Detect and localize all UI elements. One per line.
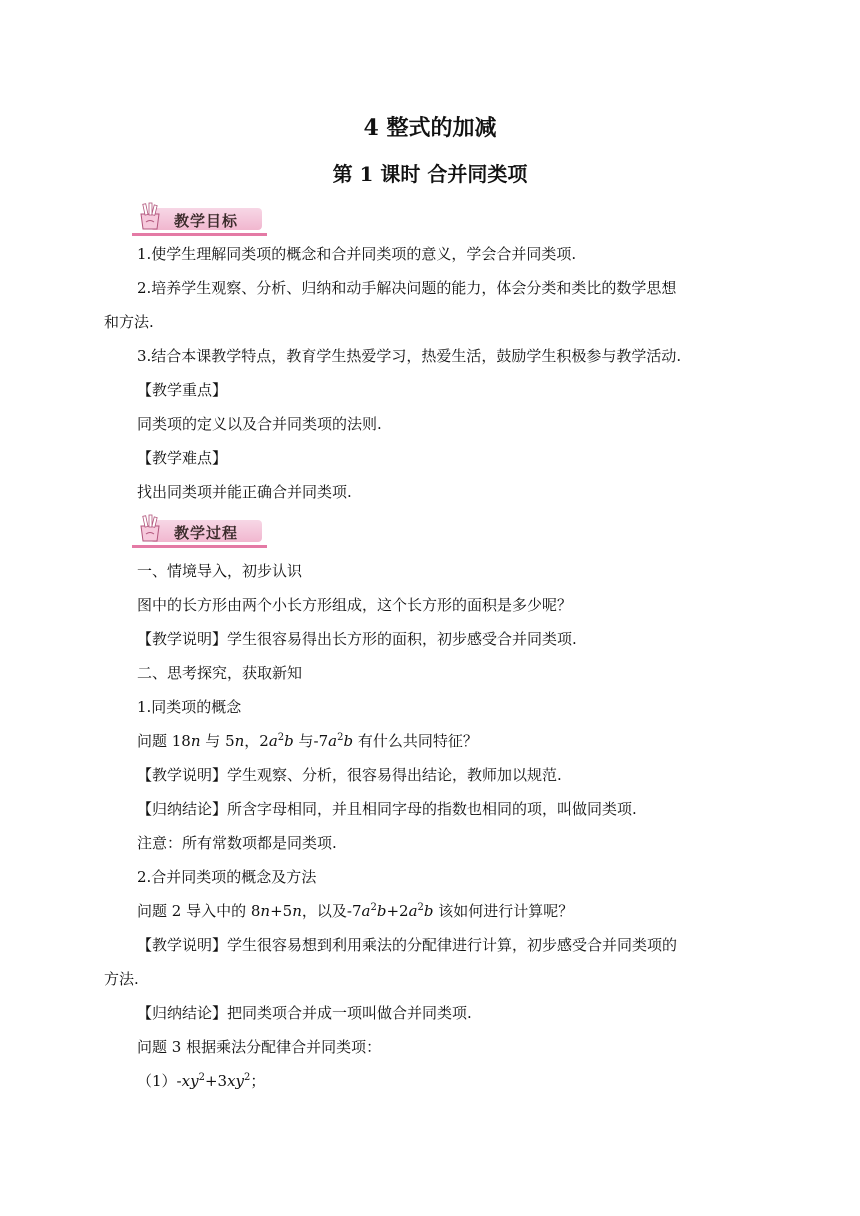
teaching-note-3-line-2: 方法. [104, 970, 139, 988]
goal-3: 3.结合本课教学特点，教育学生热爱学习，热爱生活，鼓励学生积极参与教学活动. [137, 347, 682, 365]
pencil-cup-icon [136, 514, 164, 542]
conclusion-1: 【归纳结论】所含字母相同，并且相同字母的指数也相同的项，叫做同类项. [137, 800, 637, 818]
goal-1: 1.使学生理解同类项的概念和合并同类项的意义，学会合并同类项. [137, 245, 577, 263]
concept-heading: 1.同类项的概念 [137, 698, 242, 716]
key-points-label: 【教学重点】 [137, 381, 228, 399]
goal-2-line-1: 2.培养学生观察、分析、归纳和动手解决问题的能力，体会分类和类比的数学思想 [137, 279, 677, 297]
conclusion-2: 【归纳结论】把同类项合并成一项叫做合并同类项. [137, 1004, 472, 1022]
section-badge-goals [132, 202, 267, 236]
question-3: 问题 3 根据乘法分配律合并同类项： [137, 1038, 382, 1056]
difficulties-text: 找出同类项并能正确合并同类项. [137, 483, 352, 501]
key-points-text: 同类项的定义以及合并同类项的法则. [137, 415, 382, 433]
goal-2-line-2: 和方法. [104, 313, 154, 331]
section-label-goals: 教学目标 [174, 212, 239, 230]
difficulties-label: 【教学难点】 [137, 449, 228, 467]
section-label-process: 教学过程 [174, 524, 239, 542]
process-step-1: 一、情境导入，初步认识 [137, 562, 303, 580]
teaching-note-1: 【教学说明】学生很容易得出长方形的面积，初步感受合并同类项. [137, 630, 577, 648]
teaching-note-2: 【教学说明】学生观察、分析，很容易得出结论，教师加以规范. [137, 766, 562, 784]
page-subtitle: 第 1 课时 合并同类项 [332, 162, 528, 186]
teaching-note-3-line-1: 【教学说明】学生很容易想到利用乘法的分配律进行计算，初步感受合并同类项的 [137, 936, 678, 954]
page-title: 4 整式的加减 [363, 115, 497, 141]
process-step-2: 二、思考探究，获取新知 [137, 664, 303, 682]
note-constants: 注意：所有常数项都是同类项. [137, 834, 337, 852]
badge-underline [132, 545, 267, 548]
badge-underline [132, 233, 267, 236]
intro-question: 图中的长方形由两个小长方形组成，这个长方形的面积是多少呢？ [137, 596, 573, 614]
method-heading: 2.合并同类项的概念及方法 [137, 868, 317, 886]
question-1: 问题 18n 与 5n，$2a^2b$ 与$-7a^2b$ 有什么共同特征？ [137, 732, 478, 750]
pencil-cup-icon [136, 202, 164, 230]
exercise-1: $(1)-xy^2+3xy^2$； [137, 1072, 266, 1090]
question-2: 问题 2 导入中的 8n+5n，以及$-7a^2b+2a^2b$ 该如何进行计算呢？ [137, 902, 574, 920]
section-badge-process [132, 514, 267, 548]
